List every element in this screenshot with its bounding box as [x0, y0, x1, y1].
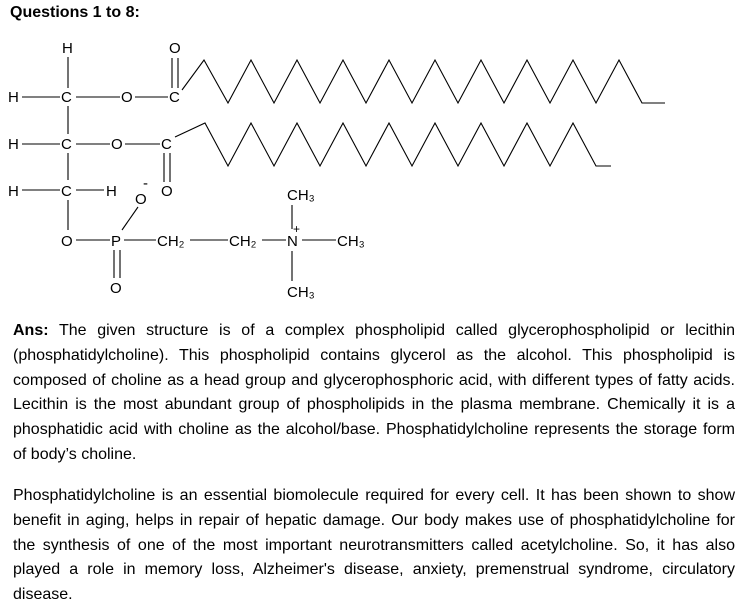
- answer-paragraph-2: Phosphatidylcholine is an essential biomolecule required for every cell. It has been shown to show benefit in aging, helps in repair of hepatic damage. Our body makes use of phosphatidylcholine for the synthesis of one of the most important neurotransmitters called acetylcholine. So, it has also played a role in memory loss, Alzheimer's disease, anxiety, premenstrual syndrome, circulatory disease.: [13, 487, 735, 604]
- phosphatidylcholine-structure: [0, 28, 700, 310]
- bond: [122, 207, 138, 230]
- answer-label: Ans:: [13, 322, 49, 339]
- atom-h2: H: [8, 136, 19, 153]
- atom-o-ester2: O: [111, 136, 123, 153]
- atom-h3: H: [8, 183, 19, 200]
- answer-paragraph-1: [13, 319, 735, 468]
- fatty-acid-chain-1: [182, 60, 665, 103]
- group-ch3-right: CH₃: [337, 233, 365, 250]
- charge-plus: +: [293, 222, 301, 236]
- atom-p: P: [111, 233, 122, 250]
- group-ch3-bottom: CH₃: [287, 284, 315, 301]
- minus-sign: -: [143, 175, 148, 192]
- atom-h-c3: H: [106, 183, 117, 200]
- atom-carbonyl-o2: O: [161, 183, 173, 200]
- atom-carbonyl-c1: C: [169, 89, 180, 106]
- atom-h1: H: [8, 89, 19, 106]
- atom-n: N: [287, 233, 298, 250]
- atom-carbonyl-c2: C: [161, 136, 172, 153]
- atom-o-ester1: O: [121, 89, 133, 106]
- atom-c3: C: [61, 183, 72, 200]
- atom-c2: C: [61, 136, 72, 153]
- atom-c1: C: [61, 89, 72, 106]
- atom-o-phos: O: [61, 233, 73, 250]
- answer-text-1: The given structure is of a complex phospholipid called glycerophospholipid or lecithin (phosphatidylcholine). This phospholipid contains glycerol as the alcohol. This phospholipid is composed of choline as a head group and glycerophosphoric acid, with different types of fatty acids. Lecithin is the most abundant group of phospholipids in the plasma membrane. Chemically it is a phosphatidic acid with choline as the alcohol/base. Phosphatidylcholine represents the storage form of body’s choline.: [13, 322, 735, 463]
- questions-heading: Questions 1 to 8:: [10, 4, 140, 21]
- group-ch2-a: CH₂: [157, 233, 185, 250]
- group-ch2-b: CH₂: [229, 233, 257, 250]
- group-ch3-top: CH₃: [287, 187, 315, 204]
- fatty-acid-chain-2: [175, 123, 611, 166]
- atom-o-minus: O: [135, 191, 147, 208]
- atom-o-double: O: [110, 280, 122, 297]
- atom-h-top: H: [62, 40, 73, 57]
- atom-carbonyl-o1: O: [169, 40, 181, 57]
